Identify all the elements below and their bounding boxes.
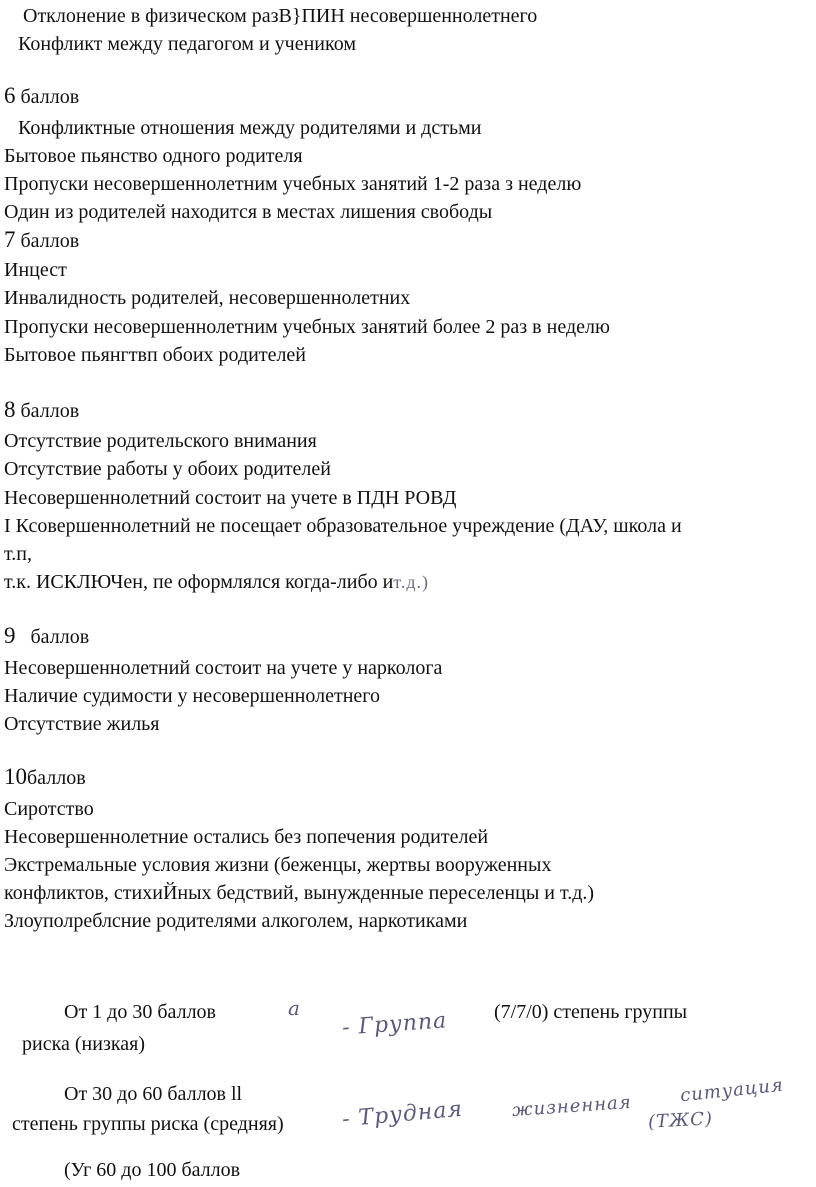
- text-line: Сиротство: [4, 798, 94, 820]
- text-line: Бытовое пьянгтвп обоих родителей: [4, 344, 307, 366]
- heading-number: 8: [4, 397, 16, 422]
- text-line: Отсутствие родительского внимания: [4, 430, 317, 452]
- text-line: Пропуски несовершеннолетним учебных занятий более 2 раз в неделю: [4, 316, 610, 338]
- text-line: Несовершеннолетний состоит на учете в ПДН РОВД: [4, 487, 457, 509]
- handwritten-note: ситуация: [679, 1074, 785, 1107]
- heading-label: баллов: [30, 626, 90, 648]
- text-line: Инцест: [4, 259, 67, 281]
- text-line: Пропуски несовершеннолетним учебных занятий 1-2 раза з неделю: [4, 173, 582, 195]
- risk-low-range: От 1 до 30 баллов: [64, 1001, 216, 1023]
- section-heading-7: [4, 228, 79, 253]
- heading-label: баллов: [20, 86, 80, 108]
- text-line: конфликтов, стихиЙных бедствий, вынужденные переселенцы и т.д.): [4, 882, 595, 904]
- heading-label: баллов: [20, 400, 80, 422]
- heading-number: 10: [4, 764, 27, 789]
- handwritten-td: т.д.): [393, 572, 429, 592]
- risk-high-range: (Уг 60 до 100 баллов: [64, 1159, 241, 1181]
- text-line: Один из родителей находится в местах лишения свободы: [4, 201, 493, 223]
- handwritten-note: (ТЖС): [647, 1108, 714, 1133]
- risk-medium-label: степень группы риска (средняя): [12, 1113, 284, 1135]
- text-line: Злоуполреблсние родителями алкоголем, наркотиками: [4, 910, 468, 932]
- heading-label: баллов: [27, 767, 86, 789]
- text-line: т.п,: [4, 543, 32, 565]
- handwritten-note: а: [288, 996, 301, 1020]
- text-line: Инвалидность родителей, несовершеннолетних: [4, 287, 411, 309]
- heading-label: баллов: [20, 230, 80, 252]
- risk-medium-range: От 30 до 60 баллов ll: [64, 1083, 243, 1105]
- text-line: Отклонение в физическом разВ}ПИН несовершеннолетнего: [23, 5, 538, 27]
- text-line: Конфликт между педагогом и учеником: [18, 33, 356, 55]
- section-heading-9: [4, 624, 89, 649]
- risk-low-label: риска (низкая): [22, 1033, 145, 1055]
- text-line: Наличие судимости у несовершеннолетнего: [4, 685, 380, 707]
- handwritten-note: - Трудная: [341, 1096, 464, 1133]
- text-line: Несовершеннолетний состоит на учете у нарколога: [4, 657, 443, 679]
- text-line: I Ксовершеннолетний не посещает образовательное учреждение (ДАУ, школа и: [4, 515, 682, 537]
- heading-number: 6: [4, 83, 16, 108]
- text-line: Отсутствие работы у обоих родителей: [4, 458, 331, 480]
- heading-number: 7: [4, 227, 16, 252]
- handwritten-note: - Группа: [341, 1008, 449, 1041]
- text-line: Экстремальные условия жизни (беженцы, жертвы вооруженных: [4, 854, 552, 876]
- text-line: Отсутствие жилья: [4, 713, 160, 735]
- section-heading-8: [4, 398, 79, 423]
- handwritten-note: жизненная: [511, 1091, 633, 1122]
- section-heading-10: [4, 765, 86, 790]
- heading-number: 9: [4, 623, 16, 648]
- text-line: Конфликтные отношения между родителями и дстьми: [18, 117, 482, 139]
- text-line-main: т.к. ИСКЛЮЧен, пе оформлялся когда-либо и: [4, 571, 394, 593]
- text-line: [4, 570, 429, 594]
- risk-low-group: (7/7/0) степень группы: [494, 1001, 688, 1023]
- text-line: Бытовое пьянство одного родителя: [4, 145, 303, 167]
- text-line: Несовершеннолетние остались без попечения родителей: [4, 826, 489, 848]
- section-heading-6: [4, 84, 79, 109]
